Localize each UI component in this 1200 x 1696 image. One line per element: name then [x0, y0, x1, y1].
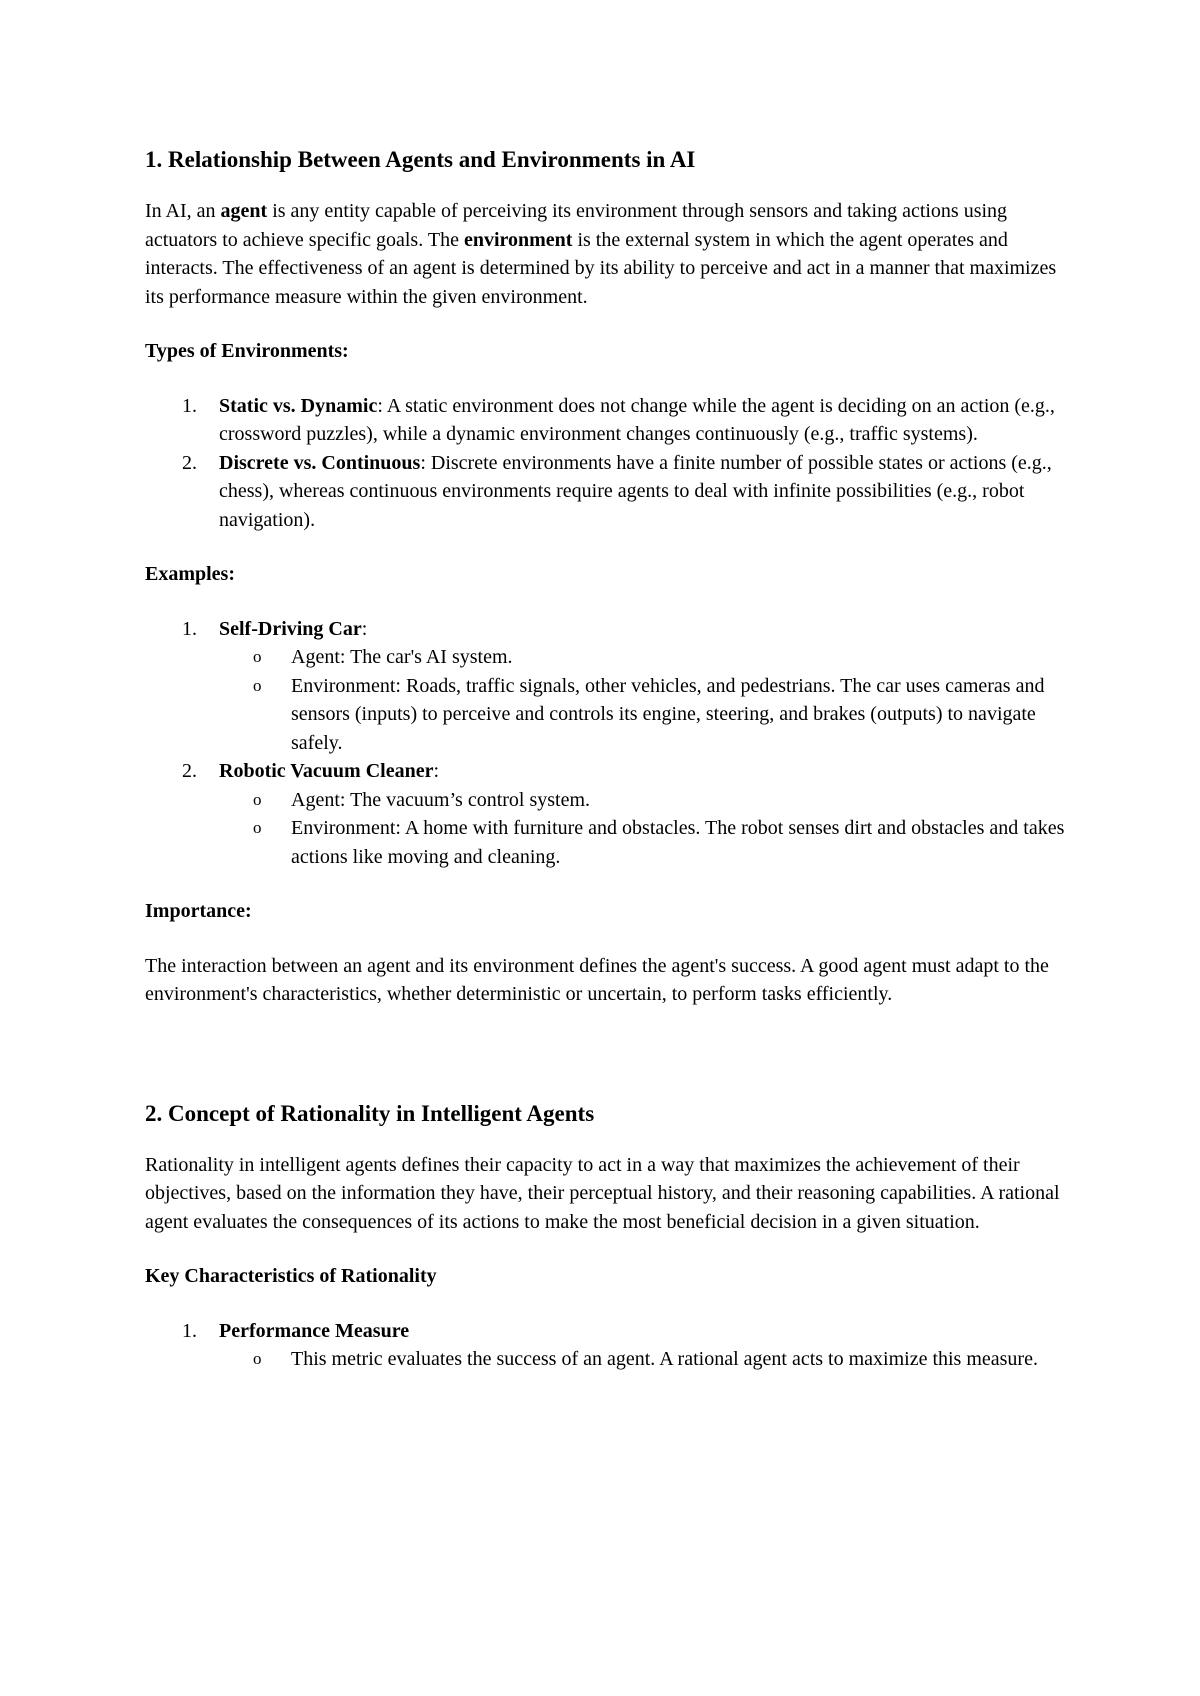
sub-list-item: o Agent: The vacuum’s control system. [145, 786, 1070, 815]
bullet-icon: o [253, 1349, 262, 1368]
sub-list-item: o This metric evaluates the success of an agent. A rational agent acts to maximize this measure. [145, 1345, 1070, 1374]
agent-term: agent [220, 200, 268, 222]
sub-list-item: o Agent: The car's AI system. [145, 643, 1070, 672]
importance-heading: Importance: [145, 900, 252, 922]
section1-intro: In AI, an agent is any entity capable of perceiving its environment through sensors and taking actions using actuators to achieve specific goals. The environment is the external system in which the agent operates and interacts. The effectiveness of an agent is determined by its ability to perceive and act in a manner that maximizes its performance measure within the given environment. [145, 200, 1057, 308]
environment-term: environment [463, 228, 573, 251]
list-item: 1. Performance Measure o This metric evaluates the success of an agent. A rational agent acts to maximize this measure. [145, 1317, 1070, 1374]
key-characteristics-heading: Key Characteristics of Rationality [145, 1265, 437, 1287]
list-item: 1. Self-Driving Car: o Agent: The car's AI system. o Environment: Roads, traffic signals, other vehicles, and pedestrians. The car uses cameras and sensors (inputs) to perceive and controls its engine, steering, and brakes (outputs) to navigate safely. [145, 615, 1070, 758]
bullet-icon: o [253, 789, 262, 809]
document-content [145, 145, 1070, 1374]
example-sublist [219, 786, 1070, 872]
bullet-icon: o [253, 675, 262, 695]
sub-list-item: o Environment: A home with furniture and obstacles. The robot senses dirt and obstacles and takes actions like moving and cleaning. [145, 814, 1070, 871]
section2-intro: Rationality in intelligent agents defines their capacity to act in a way that maximizes the achievement of their objectives, based on the information they have, their perceptual history, and their reasoning capabilities. A rational agent evaluates the consequences of its actions to make the most beneficial decision in a given situation. [145, 1153, 1060, 1233]
list-item: 2. Robotic Vacuum Cleaner: o Agent: The vacuum’s control system. o Environment: A home with furniture and obstacles. The robot senses dirt and obstacles and takes actions like moving and cleaning. [145, 757, 1070, 871]
examples-list [145, 615, 1070, 872]
examples-heading: Examples: [145, 563, 235, 585]
characteristic-sublist [219, 1345, 1070, 1374]
section1-title: 1. Relationship Between Agents and Environments in AI [145, 147, 696, 172]
sub-list-item: o Environment: Roads, traffic signals, other vehicles, and pedestrians. The car uses cameras and sensors (inputs) to perceive and controls its engine, steering, and brakes (outputs) to navigate safely. [145, 672, 1070, 758]
types-list [145, 392, 1070, 535]
types-heading: Types of Environments: [145, 340, 349, 362]
bullet-icon: o [253, 647, 262, 666]
example-sublist [219, 643, 1070, 757]
list-item: 2. Discrete vs. Continuous: Discrete environments have a finite number of possible states or actions (e.g., chess), whereas continuous environments require agents to deal with infinite possibilities (e.g., robot navigation). [182, 451, 1052, 531]
importance-text: The interaction between an agent and its environment defines the agent's success. A good agent must adapt to the environment's characteristics, whether deterministic or uncertain, to perform tasks efficiently. [145, 954, 1049, 1005]
list-item: 1. Static vs. Dynamic: A static environment does not change while the agent is deciding on an action (e.g., crossword puzzles), while a dynamic environment changes continuously (e.g., traffic systems). [182, 394, 1055, 445]
characteristics-list [145, 1317, 1070, 1374]
section2-title: 2. Concept of Rationality in Intelligent Agents [145, 1100, 595, 1126]
bullet-icon: o [253, 818, 262, 837]
